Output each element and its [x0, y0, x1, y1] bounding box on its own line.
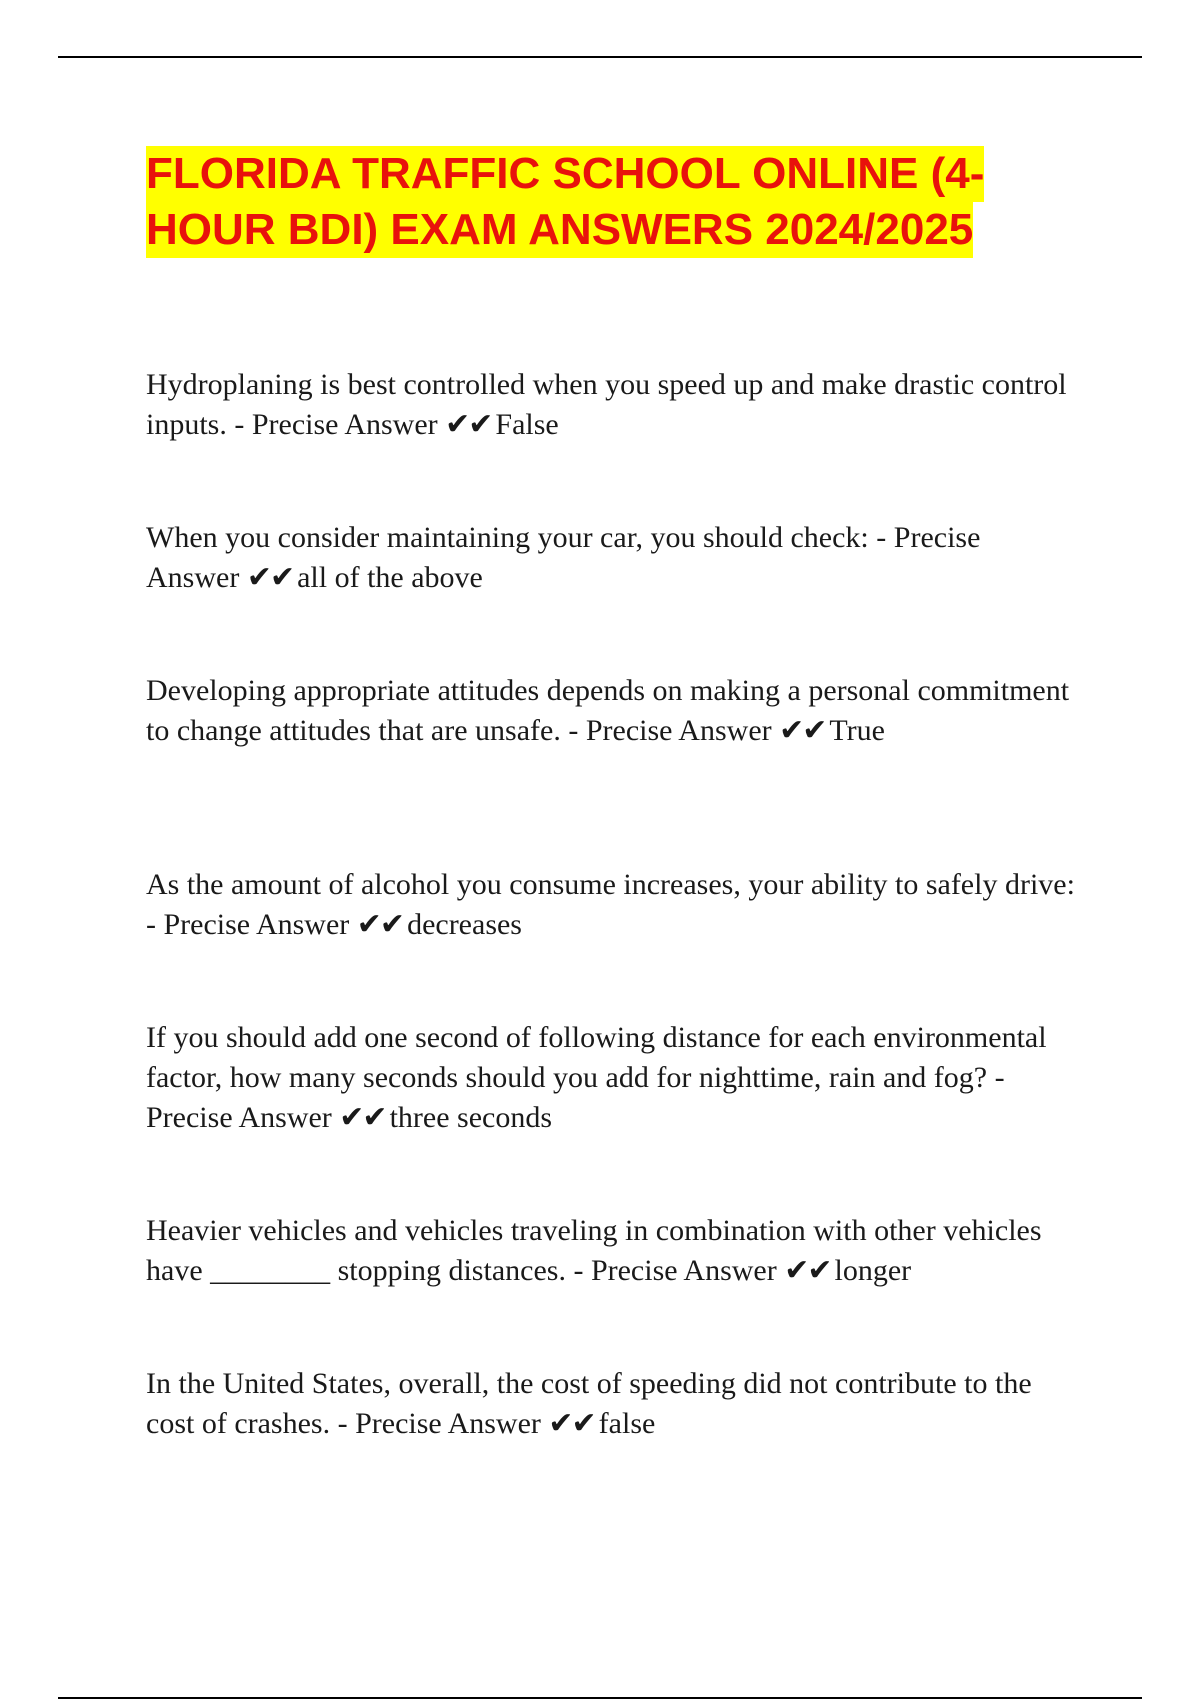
qa-item [146, 365, 1076, 445]
answer-prefix: - Precise Answer [337, 1407, 541, 1440]
double-check-icon: ✔✔ [784, 1254, 831, 1287]
answer-prefix: - Precise Answer [568, 714, 772, 747]
question-text: Heavier vehicles and vehicles traveling in combination with other vehicles have ________ stopping distances. [146, 1214, 1042, 1287]
answer-prefix: - Precise Answer [234, 408, 438, 441]
answer-text: True [829, 714, 885, 747]
question-text: In the United States, overall, the cost of speeding did not contribute to the cost of crashes. [146, 1367, 1032, 1440]
question-text: Hydroplaning is best controlled when you speed up and make drastic control inputs. [146, 368, 1067, 441]
title-line-2: HOUR BDI) EXAM ANSWERS 2024/2025 [146, 202, 973, 258]
double-check-icon: ✔✔ [548, 1407, 595, 1440]
answer-text: False [495, 408, 559, 441]
double-check-icon: ✔✔ [339, 1101, 386, 1134]
qa-item [146, 865, 1076, 945]
question-text: As the amount of alcohol you consume increases, your ability to safely drive: [146, 868, 1075, 901]
bottom-divider [58, 1697, 1142, 1699]
answer-prefix: - Precise Answer [573, 1254, 777, 1287]
answer-prefix: - Precise Answer [146, 908, 350, 941]
answer-text: decreases [407, 908, 522, 941]
top-divider [58, 56, 1142, 58]
double-check-icon: ✔✔ [445, 408, 492, 441]
title-line-1: FLORIDA TRAFFIC SCHOOL ONLINE (4- [146, 146, 984, 202]
document-title [146, 146, 1086, 258]
answer-text: three seconds [389, 1101, 553, 1134]
answer-text: false [598, 1407, 656, 1440]
double-check-icon: ✔✔ [779, 714, 826, 747]
qa-item [146, 671, 1076, 751]
answer-text: all of the above [297, 561, 483, 594]
double-check-icon: ✔✔ [356, 908, 404, 941]
qa-item [146, 518, 1076, 598]
double-check-icon: ✔✔ [246, 561, 294, 594]
qa-item [146, 1364, 1076, 1444]
answer-prefix: - Precise Answer [146, 521, 981, 594]
question-text: If you should add one second of following distance for each environmental factor, how many seconds should you add for nighttime, rain and fog? [146, 1021, 1047, 1094]
question-text: Developing appropriate attitudes depends on making a personal commitment to change attitudes that are unsafe. [146, 674, 1070, 747]
question-text: When you consider maintaining your car, you should check: [146, 521, 869, 554]
qa-item [146, 1211, 1076, 1291]
qa-item [146, 1018, 1076, 1138]
answer-text: longer [834, 1254, 912, 1287]
answer-prefix: - Precise Answer [146, 1061, 1005, 1134]
